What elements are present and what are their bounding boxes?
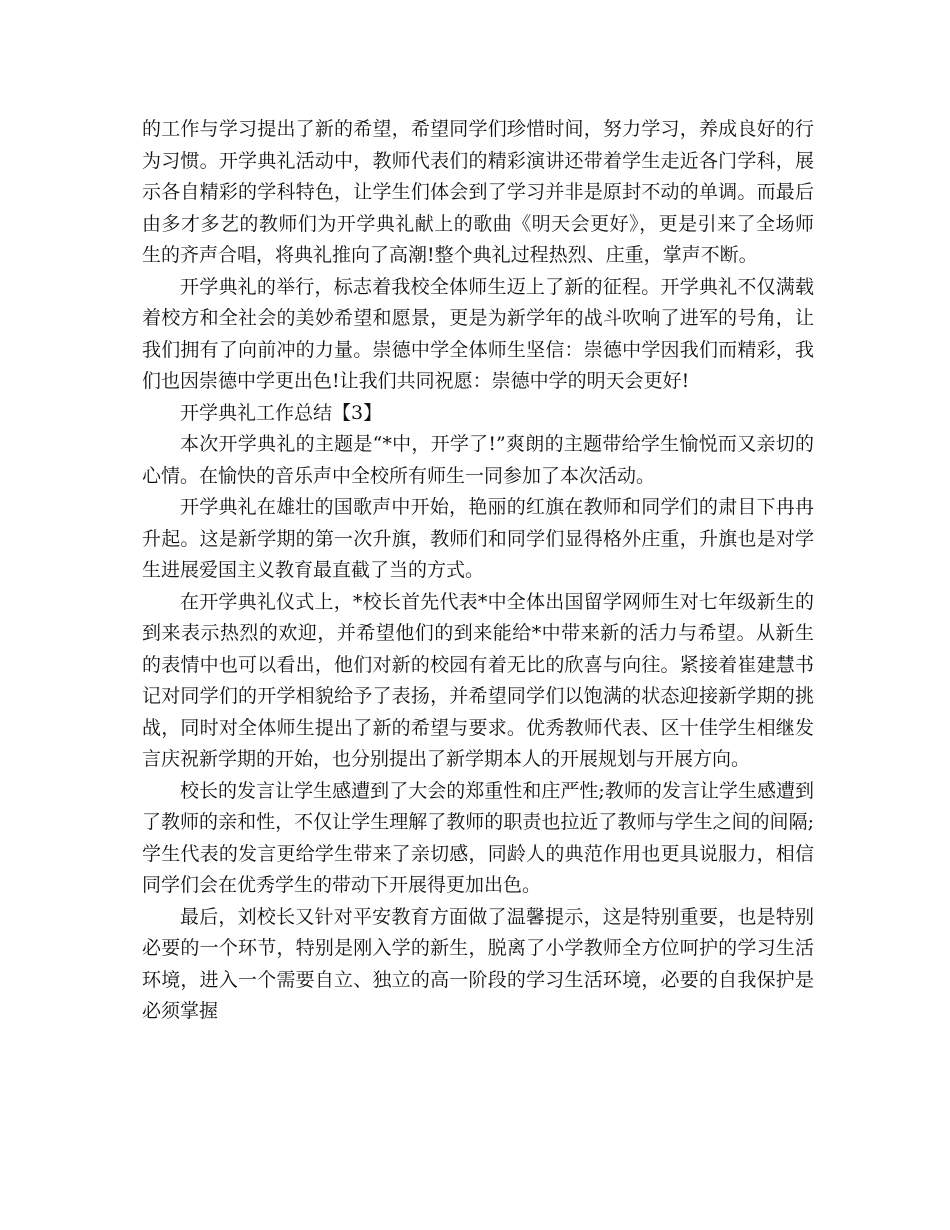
paragraph: 校长的发言让学生感遭到了大会的郑重性和庄严性;教师的发言让学生感遭到了教师的亲和性，不仅让学生理解了教师的职责也拉近了教师与学生之间的间隔;学生代表的发言更给学生带来了亲切感，同龄人的典范作用也更具说服力，相信同学们会在优秀学生的带动下开展得更加出色。 [142, 779, 814, 896]
document-body [142, 114, 814, 1028]
paragraph: 本次开学典礼的主题是“*中，开学了!”爽朗的主题带给学生愉悦而又亲切的心情。在愉快的音乐声中全校所有师生一同参加了本次活动。 [142, 433, 814, 487]
paragraph: 最后，刘校长又针对平安教育方面做了温馨提示，这是特别重要，也是特别必要的一个环节，特别是刚入学的新生，脱离了小学教师全方位呵护的学习生活环境，进入一个需要自立、独立的高一阶段的学习生活环境，必要的自我保护是必须掌握 [142, 905, 814, 1022]
section-heading: 开学典礼工作总结【3】 [180, 401, 383, 424]
paragraph: 在开学典礼仪式上，*校长首先代表*中全体出国留学网师生对七年级新生的到来表示热烈的欢迎，并希望他们的到来能给*中带来新的活力与希望。从新生的表情中也可以看出，他们对新的校园有着无比的欣喜与向往。紧接着崔建慧书记对同学们的开学相貌给予了表扬，并希望同学们以饱满的状态迎接新学期的挑战，同时对全体师生提出了新的希望与要求。优秀教师代表、区十佳学生相继发言庆祝新学期的开始，也分别提出了新学期本人的开展规划与开展方向。 [142, 590, 814, 770]
paragraph: 开学典礼在雄壮的国歌声中开始，艳丽的红旗在教师和同学们的肃目下冉冉升起。这是新学期的第一次升旗，教师们和同学们显得格外庄重，升旗也是对学生进展爱国主义教育最直截了当的方式。 [142, 496, 814, 581]
paragraph: 开学典礼的举行，标志着我校全体师生迈上了新的征程。开学典礼不仅满载着校方和全社会的美妙希望和愿景，更是为新学年的战斗吹响了进军的号角，让我们拥有了向前冲的力量。崇德中学全体师生坚信：崇德中学因我们而精彩，我们也因崇德中学更出色!让我们共同祝愿：崇德中学的明天会更好! [142, 275, 814, 392]
paragraph-continuation: 的工作与学习提出了新的希望，希望同学们珍惜时间，努力学习，养成良好的行为习惯。开学典礼活动中，教师代表们的精彩演讲还带着学生走近各门学科，展示各自精彩的学科特色，让学生们体会到了学习并非是原封不动的单调。而最后由多才多艺的教师们为开学典礼献上的歌曲《明天会更好》，更是引来了全场师生的齐声合唱，将典礼推向了高潮!整个典礼过程热烈、庄重，掌声不断。 [142, 118, 814, 266]
